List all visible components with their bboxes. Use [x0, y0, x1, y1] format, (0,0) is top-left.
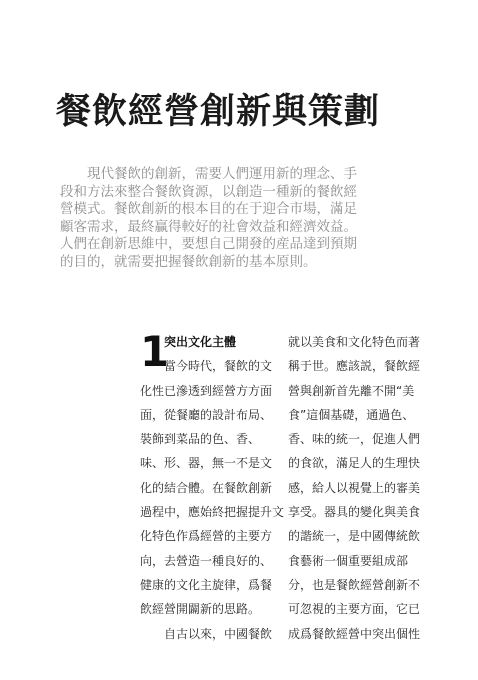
- body-line: 當今時代，餐飲的文: [164, 359, 273, 374]
- intro-line: 人們在創新思維中，要想自己開發的産品達到預期: [60, 236, 357, 252]
- body-line: 過程中，應始終把握提升文: [140, 505, 285, 520]
- intro-line: 顧客需求，最終贏得較好的社會效益和經濟效益。: [60, 218, 357, 235]
- body-line: 享受。器具的變化與美食: [288, 505, 421, 520]
- body-line: 營與創新首先離不開“美: [288, 383, 415, 398]
- body-line: 健康的文化主旋律，爲餐: [140, 577, 273, 592]
- body-line: 飲經營開闢新的思路。: [140, 602, 261, 617]
- body-line: 食”這個基礎，通過色、: [288, 407, 415, 422]
- intro-line: 營模式。餐飲創新的根本目的在于迎合市場，滿足: [60, 201, 357, 217]
- body-line: 香、味的統一，促進人們: [288, 432, 421, 447]
- body-column-left: [140, 327, 285, 646]
- body-line: 稱于世。應該説，餐飲經: [288, 359, 421, 374]
- body-line: 食藝術一個重要組成部: [288, 553, 409, 568]
- section-number: 1: [140, 327, 170, 376]
- intro-line: 段和方法來整合餐飲資源，以創造一種新的餐飲經: [60, 183, 357, 200]
- body-line: 的諧統一，是中國傳統飲: [288, 529, 421, 544]
- body-line: 化特色作爲經營的主要方: [140, 529, 273, 544]
- body-line: 味、形、器，無一不是文: [140, 456, 273, 471]
- body-line: 面，從餐廳的設計布局、: [140, 407, 273, 422]
- intro-paragraph: [60, 166, 404, 271]
- page-title: 餐飲經營創新與策劃: [56, 92, 381, 132]
- section-heading: 突出文化主體: [164, 335, 237, 349]
- section-header: [140, 327, 274, 379]
- body-line: 向，去營造一種良好的、: [140, 553, 273, 568]
- intro-line: 現代餐飲的創新，需要人們運用新的理念、手: [60, 166, 357, 182]
- body-line: 自古以來，中國餐飲: [140, 626, 273, 641]
- body-column-right: [288, 330, 423, 646]
- body-line: 裝飾到菜品的色、香、: [140, 432, 261, 447]
- body-line: 化的結合體。在餐飲創新: [140, 480, 273, 495]
- body-line: 就以美食和文化特色而著: [288, 335, 421, 349]
- body-line: 化性已滲透到經營方方面: [140, 383, 273, 398]
- body-line: 感，給人以視覺上的審美: [288, 480, 421, 495]
- body-line: 成爲餐飲經營中突出個性: [288, 626, 421, 641]
- body-line: 可忽視的主要方面，它已: [288, 602, 421, 617]
- body-line: 分，也是餐飲經營創新不: [288, 577, 421, 592]
- intro-line: 的目的，就需要把握餐飲創新的基本原則。: [60, 253, 317, 270]
- body-line: 的食欲，滿足人的生理快: [288, 456, 421, 471]
